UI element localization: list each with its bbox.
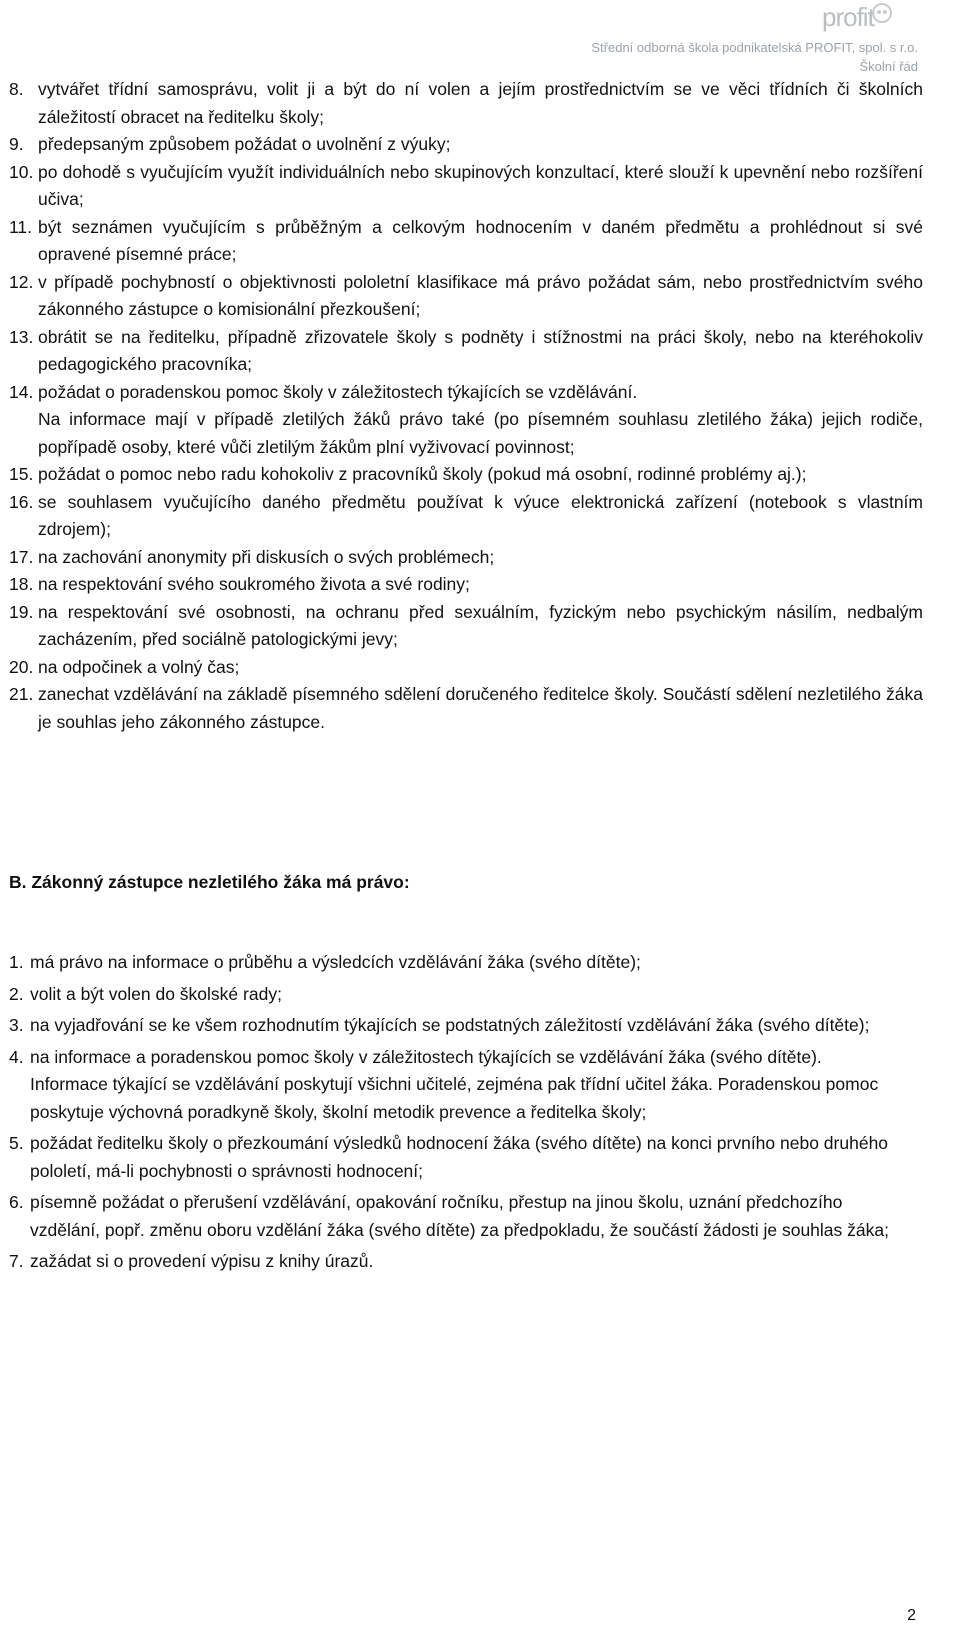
list-note: Na informace mají v případě zletilých žáků právo také (po písemném souhlasu zletilého žáka) jejich rodiče, popřípadě osoby, které vůči zletilým žákům plní vyživovací povinnost; (38, 409, 923, 457)
profit-logo (822, 0, 918, 36)
list-item: 3. na vyjadřování se ke všem rozhodnutím týkajících se podstatných záležitostí vzdělávání žáka (svého dítěte); (9, 1015, 870, 1035)
list-item: 21. zanechat vzdělávání na základě písemného sdělení doručeného ředitelce školy. Součástí sdělení nezletilého žáka je souhlas jeho zákonného zástupce. (9, 684, 923, 732)
page-number: 2 (907, 1607, 916, 1624)
list-item: 15. požádat o pomoc nebo radu kohokoliv z pracovníků školy (pokud má osobní, rodinné problémy aj.); (9, 464, 807, 484)
list-item: 17. na zachování anonymity při diskusích o svých problémech; (9, 546, 495, 567)
list-item: 6. písemně požádat o přerušení vzdělávání, opakování ročníku, přestup na jinou školu, uznání předchozího vzdělání, popř. změnu oboru vzdělání žáka (svého dítěte) za předpokladu, že součástí žádosti je souhlas žáka; (9, 1192, 889, 1240)
guardian-rights-list (0, 949, 960, 1276)
list-item: 4. na informace a poradenskou pomoc školy v záležitostech týkajících se vzdělávání žáka (svého dítěte). Informace týkající se vzdělávání poskytují všichni učitelé, zejména pak třídní učitel žáka. Poradenskou pomoc poskytuje výchovná poradkyně školy, školní metodik prevence a ředitelka školy; (9, 1046, 879, 1122)
list-item: 8. vytvářet třídní samosprávu, volit ji a být do ní volen a jejím prostřednictvím se ve věci třídních či školních záležitostí obracet na ředitelku školy; (9, 79, 923, 127)
list-item: 18. na respektování svého soukromého života a své rodiny; (9, 574, 470, 594)
list-item: 20. na odpočinek a volný čas; (9, 656, 240, 677)
list-item: 16. se souhlasem vyučujícího daného předmětu používat k výuce elektronická zařízení (notebook s vlastním zdrojem); (9, 491, 923, 539)
list-item: 12. v případě pochybností o objektivnosti pololetní klasifikace má právo požádat sám, nebo prostřednictvím svého zákonného zástupce o komisionální přezkoušení; (9, 271, 923, 319)
page-header (458, 0, 918, 74)
student-rights-list (0, 76, 960, 736)
list-item: 13. obrátit se na ředitelku, případně zřizovatele školy s podněty i stížnostmi na práci školy, nebo na kteréhokoliv pedagogického pracovníka; (9, 326, 923, 374)
list-item: 9. předepsaným způsobem požádat o uvolnění z výuky; (9, 134, 451, 154)
list-item: 5. požádat ředitelku školy o přezkoumání výsledků hodnocení žáka (svého dítěte) na konci prvního nebo druhého pololetí, má-li pochybnosti o správnosti hodnocení; (9, 1133, 889, 1181)
list-item: 11. být seznámen vyučujícím s průběžným a celkovým hodnocením v daném předmětu a prohlédnout si své opravené písemné práce; (9, 216, 923, 264)
list-item: 14. požádat o poradenskou pomoc školy v záležitostech týkajících se vzdělávání. (9, 381, 638, 402)
list-item: 1. má právo na informace o průběhu a výsledcích vzdělávání žáka (svého dítěte); (9, 952, 641, 972)
svg-text:profit: profit (822, 2, 874, 32)
section-b-heading: B. Zákonný zástupce nezletilého žáka má právo: (9, 872, 410, 892)
header-school-name: Střední odborná škola podnikatelská PROFIT, spol. s r.o. (591, 40, 918, 55)
header-document-title: Školní řád (859, 59, 918, 74)
list-item: 19. na respektování své osobnosti, na ochranu před sexuálním, fyzickým nebo psychickým násilím, nedbalým zacházením, před sociálně patologickými jevy; (9, 601, 923, 649)
list-item: 2. volit a být volen do školské rady; (9, 983, 282, 1004)
list-item: 10. po dohodě s vyučujícím využít individuálních nebo skupinových konzultací, které slouží k upevnění nebo rozšíření učiva; (9, 161, 923, 209)
list-item: 7. zažádat si o provedení výpisu z knihy úrazů. (9, 1251, 374, 1271)
